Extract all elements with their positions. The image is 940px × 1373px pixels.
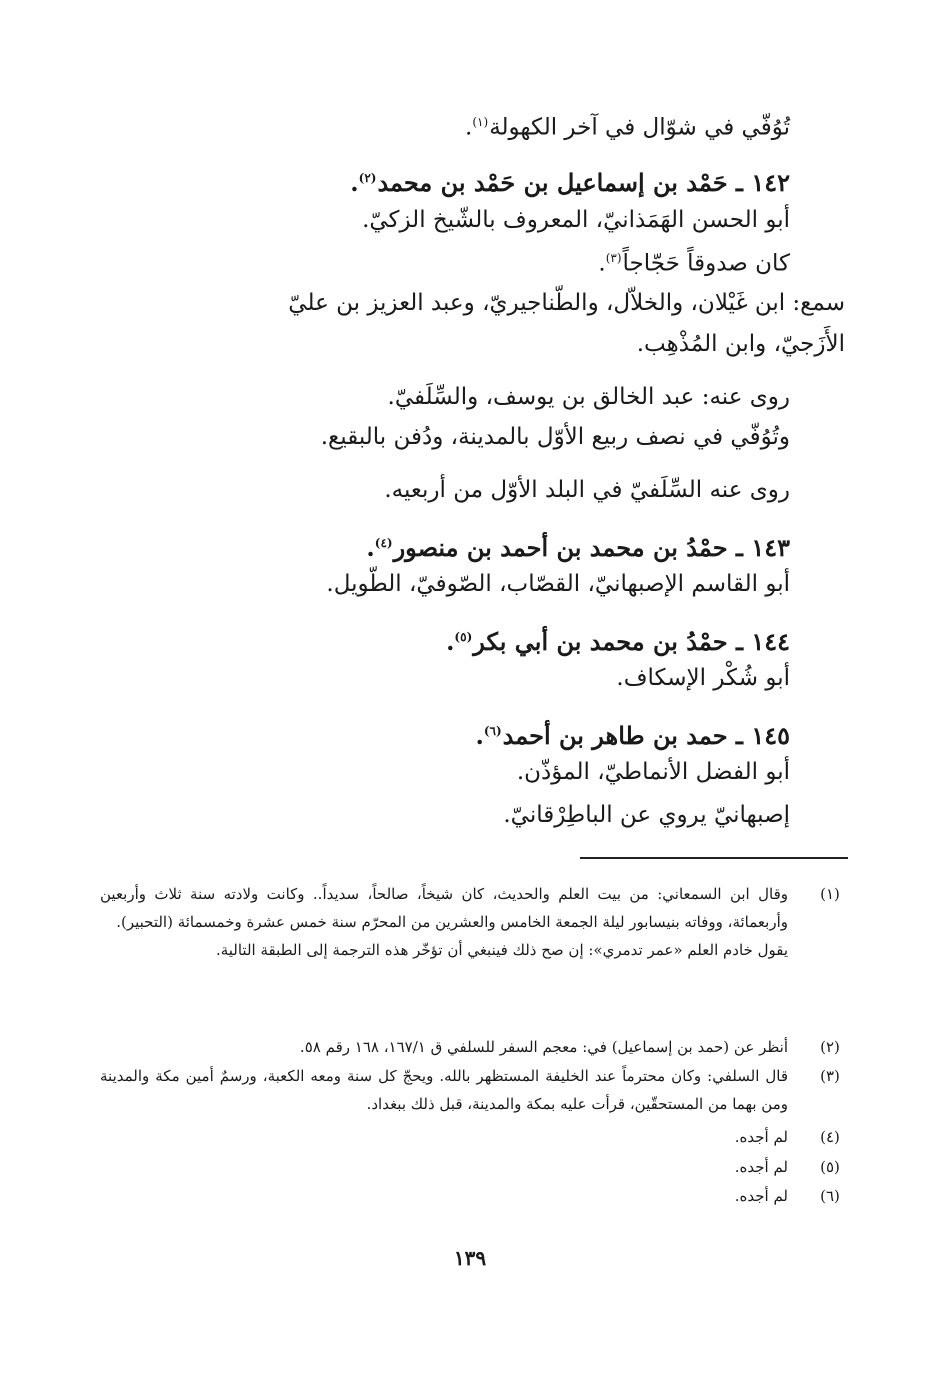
body-line: وتُوُفّي في نصف ربيع الأوّل بالمدينة، ودُفن بالبقيع. [320, 424, 790, 450]
footnote-number: (٢) [820, 1038, 840, 1056]
page-number: ١٣٩ [453, 1246, 487, 1270]
footnote-number: (٤) [820, 1128, 840, 1146]
footnote-separator [580, 857, 848, 859]
footnote [100, 1123, 848, 1151]
entry-heading-144: ١٤٤ ـ حمْدُ بن محمد بن أبي بكر$^{(٥)}$. [446, 627, 790, 656]
body-line: روى عنه السِّلَفيّ في البلد الأوّل من أربعيه. [384, 477, 790, 503]
footnote-text: وقال ابن السمعاني: من بيت العلم والحديث، كان شيخاً، صالحاً، سديداً.. وكانت ولادته سنة ثلاث وأربعين وأربعمائة، ووفاته بنيسابور ليلة الجمعة الخامس والعشرين من المحرّم سنة خمس عشرة وخمسمائة (التحبير). [100, 885, 788, 931]
footnote [100, 1153, 848, 1181]
footnote-number: (٦) [820, 1187, 840, 1205]
footnote-text: لم أجده. [734, 1128, 788, 1146]
body-line: أبو الحسن الهَمَذانيّ، المعروف بالشّيخ الزكيّ. [362, 207, 790, 233]
footnote-ref[interactable]: (١) [472, 115, 489, 129]
body-line: الأَزَجيّ، وابن المُذْهِب. [636, 331, 845, 357]
footnote-ref[interactable]: (٢) [358, 171, 377, 185]
footnote-text: قال السلفي: وكان محترماً عند الخليفة المستظهر بالله. ويحجّ كل سنة ومعه الكعبة، ورسمٌ أمين مكة والمدينة ومن بهما من المستحقّين، قرأت عليه بمكة والمدينة، قبل ذلك ببغداد. [100, 1067, 788, 1113]
body-line: تُوُفّي في شوّال في آخر الكهولة$^{(١)}$. [465, 114, 790, 141]
footnote-text: يقول خادم العلم «عمر تدمري»: إن صح ذلك فينبغي أن تؤخّر هذه الترجمة إلى الطبقة التالية. [215, 941, 788, 959]
body-line: كان صدوقاً حَجّاجاً$^{(٣)}$. [598, 250, 790, 277]
footnote [100, 1182, 848, 1210]
entry-heading-142: ١٤٢ ـ حَمْد بن إسماعيل بن حَمْد بن محمد$^{(٢)}$. [350, 168, 790, 197]
body-line: سمع: ابن غَيْلان، والخلاّل، والطّناجيريّ، وعبد العزيز بن عليّ [288, 290, 845, 316]
footnote-text: لم أجده. [734, 1158, 788, 1176]
footnote-text: لم أجده. [734, 1187, 788, 1205]
footnote-ref[interactable]: (٥) [454, 630, 473, 644]
footnote-number: (٥) [820, 1158, 840, 1176]
footnote-text: أنظر عن (حمد بن إسماعيل) في: معجم السفر للسلفي ق ١٦٧/١، ١٦٨ رقم ٥٨. [299, 1038, 788, 1056]
body-line: أبو القاسم الإصبهانيّ، القصّاب، الصّوفيّ، الطّويل. [326, 571, 790, 597]
entry-heading-145: ١٤٥ ـ حمد بن طاهر بن أحمد$^{(٦)}$. [475, 721, 790, 750]
footnote [100, 880, 848, 964]
footnote [100, 1033, 848, 1061]
body-line: أبو شُكْر الإسكاف. [616, 665, 790, 691]
footnote-ref[interactable]: (٦) [483, 724, 502, 738]
footnote [100, 1062, 848, 1118]
footnote-ref[interactable]: (٤) [374, 536, 393, 550]
footnote-number: (١) [820, 885, 840, 903]
body-line: أبو الفضل الأنماطيّ، المؤذّن. [516, 759, 790, 785]
body-line: إصبهانيّ يروي عن الباطِرْقانيّ. [503, 802, 790, 828]
body-line: روى عنه: عبد الخالق بن يوسف، والسِّلَفيّ. [387, 384, 790, 410]
entry-heading-143: ١٤٣ ـ حمْدُ بن محمد بن أحمد بن منصور$^{(٤)}$. [366, 533, 790, 562]
footnote-number: (٣) [820, 1067, 840, 1085]
footnote-ref[interactable]: (٣) [605, 251, 622, 265]
